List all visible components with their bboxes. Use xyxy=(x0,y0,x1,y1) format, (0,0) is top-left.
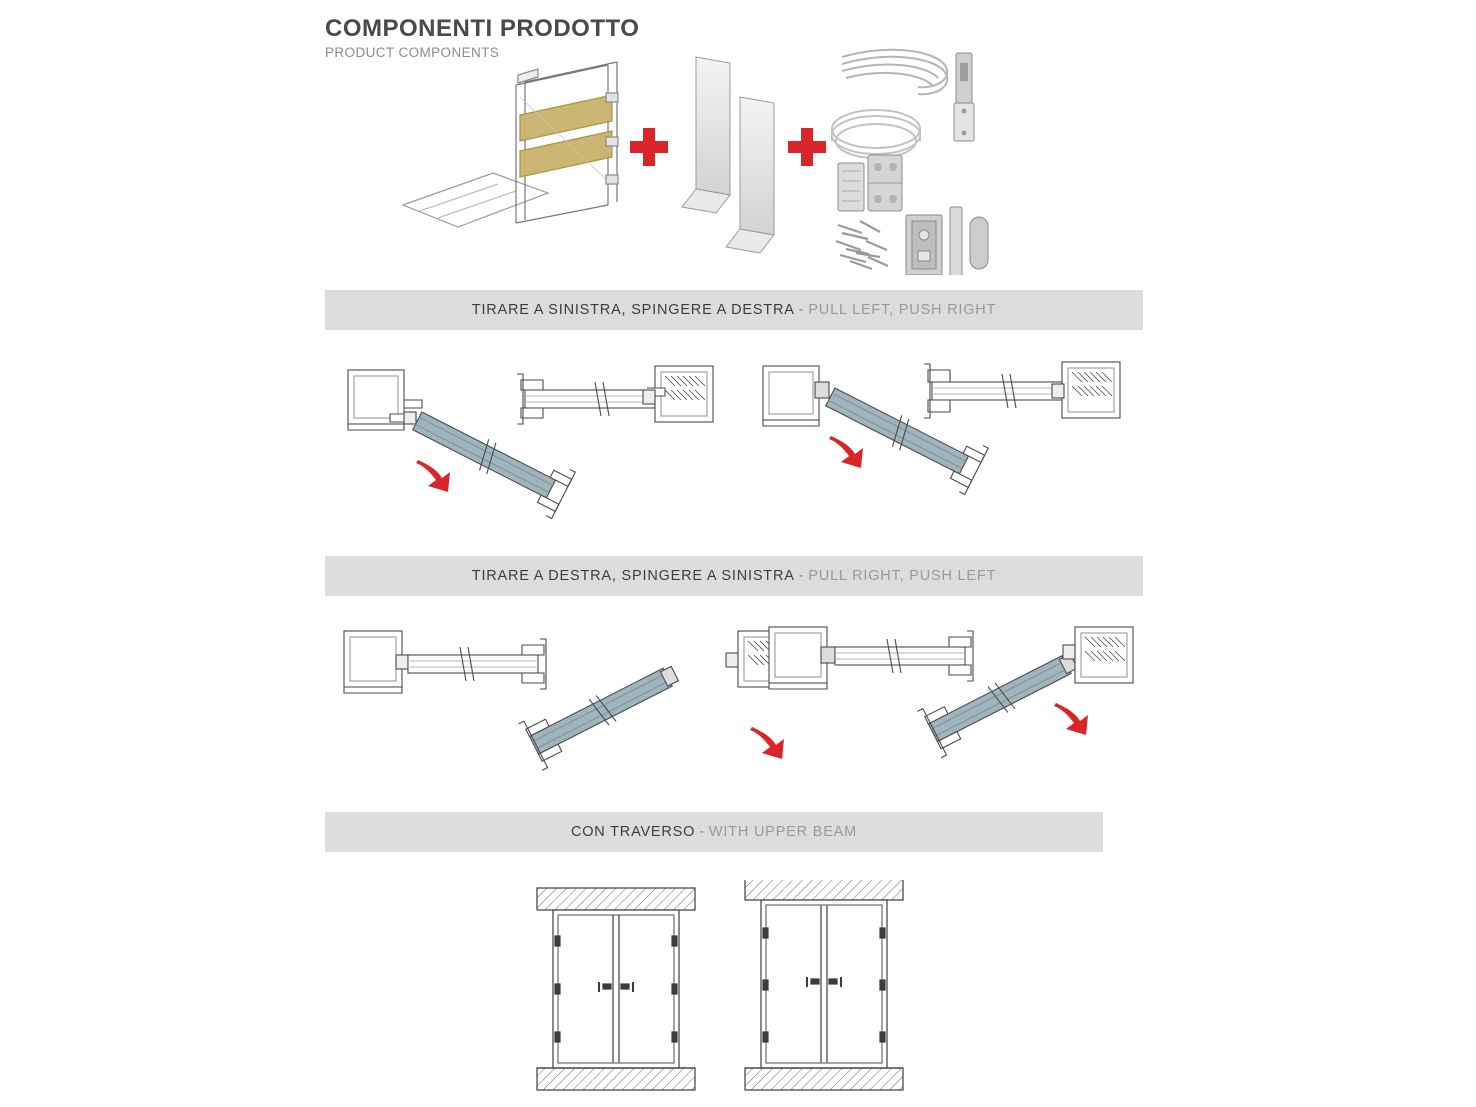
direction-arrow-red xyxy=(750,727,784,759)
direction-arrow-red xyxy=(416,460,450,492)
mortise-lock xyxy=(906,215,942,275)
section-band-pull-right-push-left xyxy=(325,556,1143,596)
figure-pull-left-push-right xyxy=(330,360,1140,530)
detail-right-closed xyxy=(924,362,1120,418)
band-label-it: TIRARE A SINISTRA, SPINGERE A DESTRA xyxy=(471,302,795,318)
strike-plate xyxy=(950,207,988,275)
door-leaf-tilted xyxy=(406,398,576,519)
direction-arrow-red xyxy=(1054,703,1088,735)
screws-pile xyxy=(836,221,888,269)
detail-right-jamb xyxy=(1063,627,1133,683)
band-label-en: WITH UPPER BEAM xyxy=(708,824,858,840)
plus-icon-1 xyxy=(630,128,668,166)
seal-coil-bottom xyxy=(832,110,920,158)
band-label-it: TIRARE A DESTRA, SPINGERE A SINISTRA xyxy=(471,568,795,584)
section-band-pull-left-push-right xyxy=(325,290,1143,330)
band-label-en: PULL LEFT, PUSH RIGHT xyxy=(808,302,997,318)
plan-details-pull-left xyxy=(330,360,1140,530)
door-elevation-2 xyxy=(745,880,903,1090)
elevations-illustration xyxy=(525,880,925,1095)
electric-strike xyxy=(954,53,974,141)
detail-right-closed xyxy=(769,627,973,689)
band-label-en: PULL RIGHT, PUSH LEFT xyxy=(808,568,997,584)
product-components-figure xyxy=(398,45,1058,275)
seal-coil-top xyxy=(842,50,947,94)
plan-details-pull-right xyxy=(330,625,1140,795)
concealed-hinges xyxy=(838,155,902,211)
band-separator: - xyxy=(798,302,805,318)
plus-icon-2 xyxy=(788,128,826,166)
counterframe-assembly xyxy=(403,62,618,227)
components-illustration xyxy=(398,45,1058,275)
detail-left-closed xyxy=(344,631,546,693)
band-separator: - xyxy=(798,568,805,584)
band-separator: - xyxy=(699,824,705,840)
figure-pull-right-push-left xyxy=(330,625,1140,795)
figure-with-upper-beam xyxy=(525,880,925,1095)
band-label-it: CON TRAVERSO xyxy=(570,824,696,840)
detail-left-closed xyxy=(517,366,713,424)
hardware-kit xyxy=(832,50,988,275)
door-elevation-1 xyxy=(537,888,695,1090)
section-band-with-upper-beam xyxy=(325,812,1103,852)
page-subtitle: PRODUCT COMPONENTS xyxy=(325,44,500,60)
direction-arrow-red xyxy=(829,436,863,468)
page-title: COMPONENTI PRODOTTO xyxy=(325,15,640,42)
door-panels xyxy=(682,57,774,253)
